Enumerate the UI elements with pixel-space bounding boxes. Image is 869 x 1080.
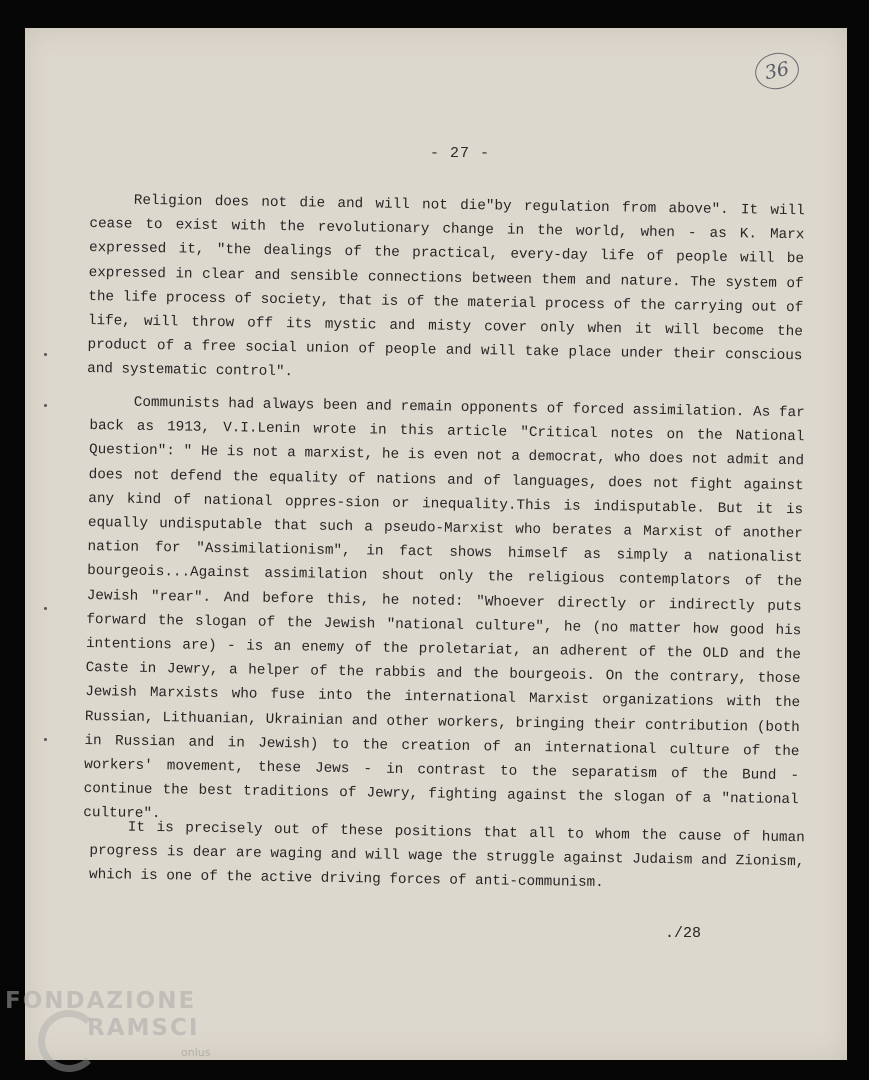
fondazione-gramsci-watermark (5, 988, 225, 1078)
margin-mark (44, 404, 47, 407)
watermark-line-1: FONDAZIONE (5, 988, 197, 1014)
watermark-line-3: onlus (181, 1046, 211, 1059)
page-number: - 27 - (430, 145, 491, 162)
margin-mark (44, 607, 47, 610)
margin-mark (44, 353, 47, 356)
watermark-line-2: RAMSCI (87, 1015, 200, 1041)
folio-number: 36 (762, 57, 792, 85)
continuation-marker: ./28 (665, 925, 702, 942)
paragraph-conclusion: It is precisely out of these positions that all to whom the cause of human progress is dear are waging and will wage the struggle against Judaism and Zionism, which is one of the active driving forces of anti-communism. (88, 819, 805, 892)
paragraph-assimilation: Communists had always been and remain opponents of forced assimilation. As far back as 1913, V.I.Lenin wrote in this article "Critical notes on the National Question": " He is not a marxist, he is even not a democrat, who does not admit and does not defend the equality of nations and of languages, does not fight against any kind of national oppres-sion or inequality.This is indisputable. But it is equally undisputable that such a pseudo-Marxist who berates a Marxist of another nation for "Assimilationism", in fact shows himself as simply a nationalist bourgeois...Against assimilation shout only the religious contemplators of the Jewish "rear". And before this, he noted: "Whoever directly or indirectly puts forward the slogan of the Jewish "national culture", he (no matter how good his intentions are) - is an enemy of the proletariat, an adherent of the OLD and the Caste in Jewry, a helper of the rabbis and the bourgeois. On the contrary, those Jewish Marxists who fuse into the international Marxist organizations with the Russian, Lithuanian, Ukrainian and other workers, bringing their contribution (both in Russian and in Jewish) to the creation of an international culture of the workers' movement, these Jews - in contrast to the separatism of the Bund - continue the best traditions of Jewry, fighting against the slogan of a "national culture". (83, 394, 805, 823)
margin-mark (44, 738, 47, 741)
paragraph-religion: Religion does not die and will not die"by regulation from above". It will cease to exist with the revolutionary change in the world, when - as K. Marx expressed it, "the dealings of the practical, every-day life of people will be expressed in clear and sensible connections between them and nature. The system of the life process of society, that is of the material process of the carrying out of life, will throw off its mystic and misty cover only when it will become the product of a free social union of people and will take place under their conscious and systematic control". (87, 192, 805, 381)
